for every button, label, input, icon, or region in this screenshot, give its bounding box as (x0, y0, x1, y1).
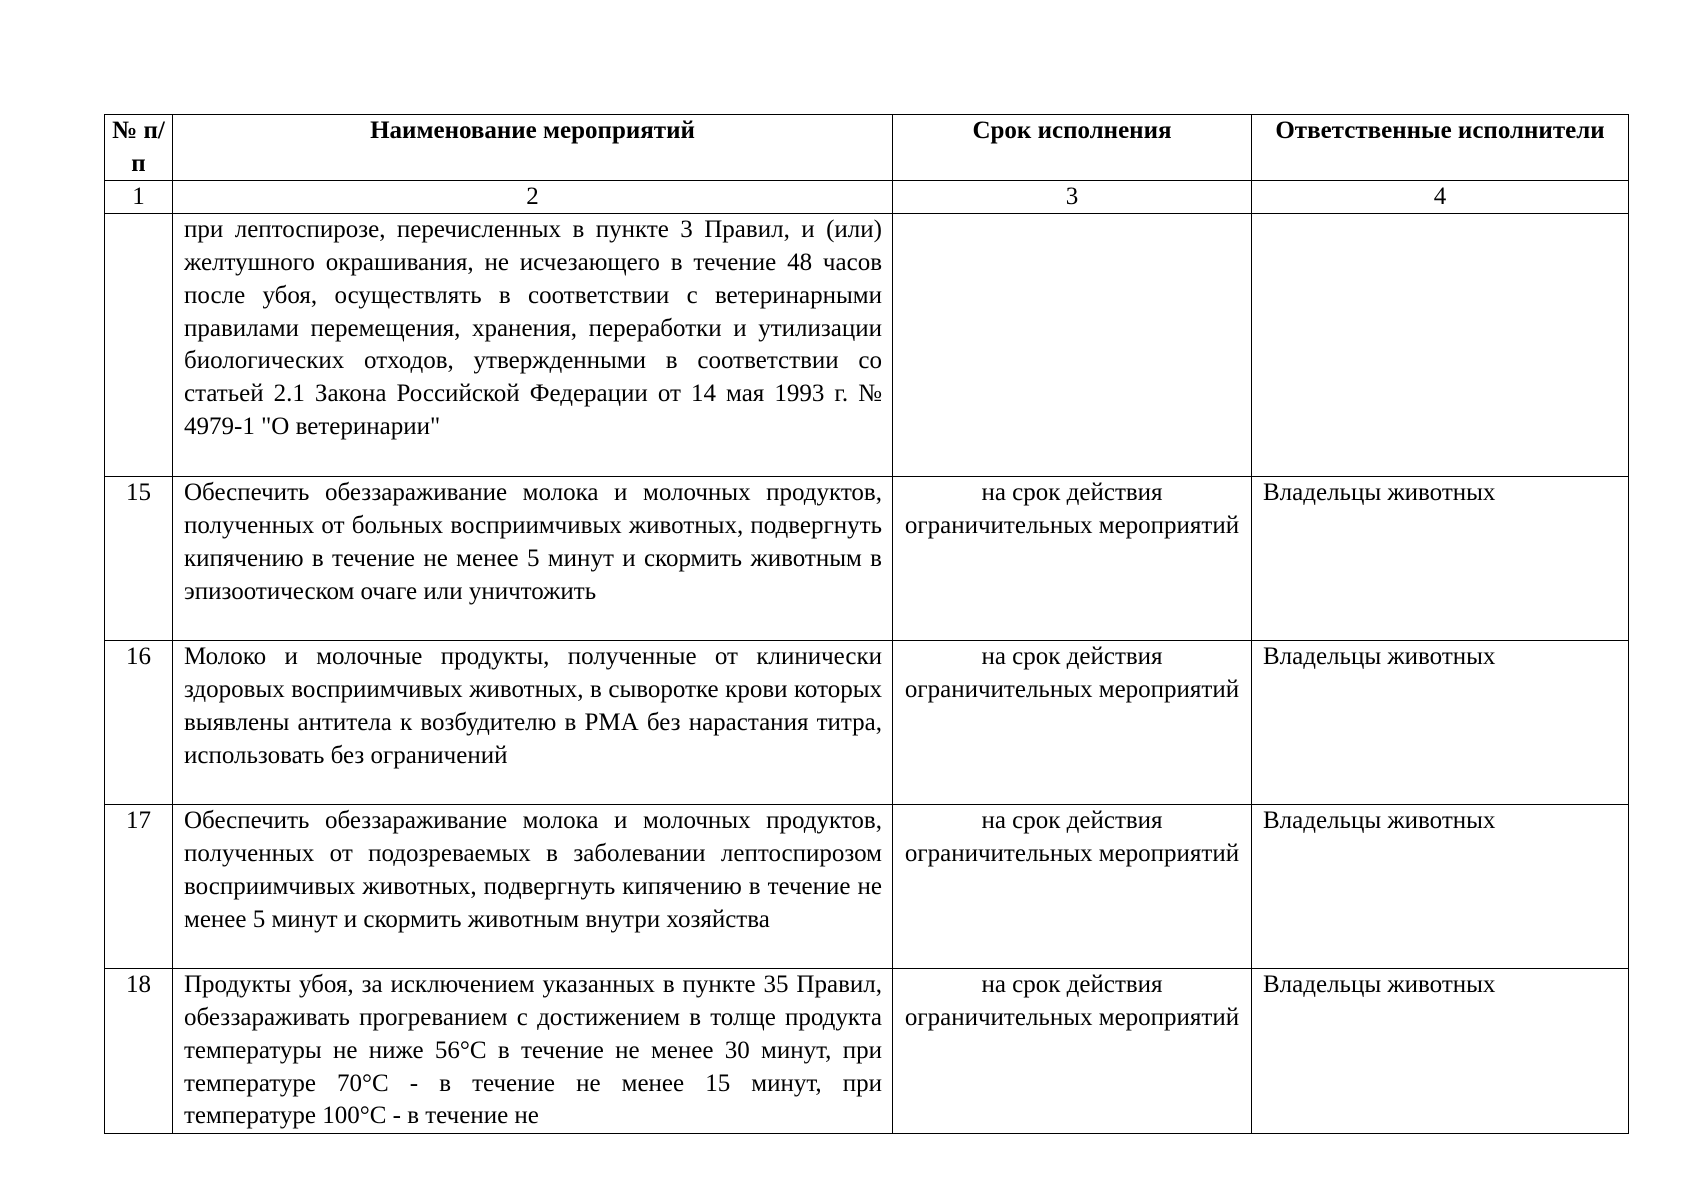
row-number (105, 214, 173, 477)
row-description: Обеспечить обеззараживание молока и молочных продуктов, полученных от подозреваемых в заболевании лептоспирозом восприимчивых животных, подвергнуть кипячению в течение не менее 5 минут и скормить животным внутри хозяйства (173, 805, 893, 969)
table-row (105, 477, 1629, 641)
table-header-row (105, 115, 1629, 181)
measures-table (104, 114, 1629, 1134)
row-number: 17 (105, 805, 173, 969)
row-number: 15 (105, 477, 173, 641)
row-description: при лептоспирозе, перечисленных в пункте 3 Правил, и (или) желтушного окрашивания, не исчезающего в течение 48 часов после убоя, осуществлять в соответствии с ветеринарными правилами перемещения, хранения, переработки и утилизации биологических отходов, утвержденными в соответствии со статьей 2.1 Закона Российской Федерации от 14 мая 1993 г. № 4979-1 "О ветеринарии" (173, 214, 893, 477)
row-term (893, 214, 1252, 477)
row-responsible: Владельцы животных (1252, 477, 1629, 641)
row-number: 16 (105, 641, 173, 805)
row-responsible: Владельцы животных (1252, 641, 1629, 805)
table-row (105, 969, 1629, 1134)
row-term: на срок действия ограничительных мероприятий (893, 641, 1252, 805)
row-responsible: Владельцы животных (1252, 969, 1629, 1134)
table-row (105, 641, 1629, 805)
row-number: 18 (105, 969, 173, 1134)
row-term: на срок действия ограничительных мероприятий (893, 477, 1252, 641)
row-term: на срок действия ограничительных мероприятий (893, 969, 1252, 1134)
row-description: Молоко и молочные продукты, полученные от клинически здоровых восприимчивых животных, в сыворотке крови которых выявлены антитела к возбудителю в РМА без нарастания титра, использовать без ограничений (173, 641, 893, 805)
row-description: Продукты убоя, за исключением указанных в пункте 35 Правил, обеззараживать прогреванием с достижением в толще продукта температуры не ниже 56°С в течение не менее 30 минут, при температуре 70°С - в течение не менее 15 минут, при температуре 100°С - в течение не (173, 969, 893, 1134)
header-responsible: Ответственные исполнители (1252, 115, 1629, 181)
column-number: 4 (1252, 181, 1629, 214)
row-description: Обеспечить обеззараживание молока и молочных продуктов, полученных от больных восприимчивых животных, подвергнуть кипячению в течение не менее 5 минут и скормить животным в эпизоотическом очаге или уничтожить (173, 477, 893, 641)
table-row (105, 214, 1629, 477)
header-name: Наименование мероприятий (173, 115, 893, 181)
column-number: 1 (105, 181, 173, 214)
column-number: 3 (893, 181, 1252, 214)
header-term: Срок исполнения (893, 115, 1252, 181)
row-term: на срок действия ограничительных мероприятий (893, 805, 1252, 969)
row-responsible: Владельцы животных (1252, 805, 1629, 969)
column-number: 2 (173, 181, 893, 214)
header-num: № п/п (105, 115, 173, 181)
row-responsible (1252, 214, 1629, 477)
table-row (105, 805, 1629, 969)
column-numbers-row (105, 181, 1629, 214)
